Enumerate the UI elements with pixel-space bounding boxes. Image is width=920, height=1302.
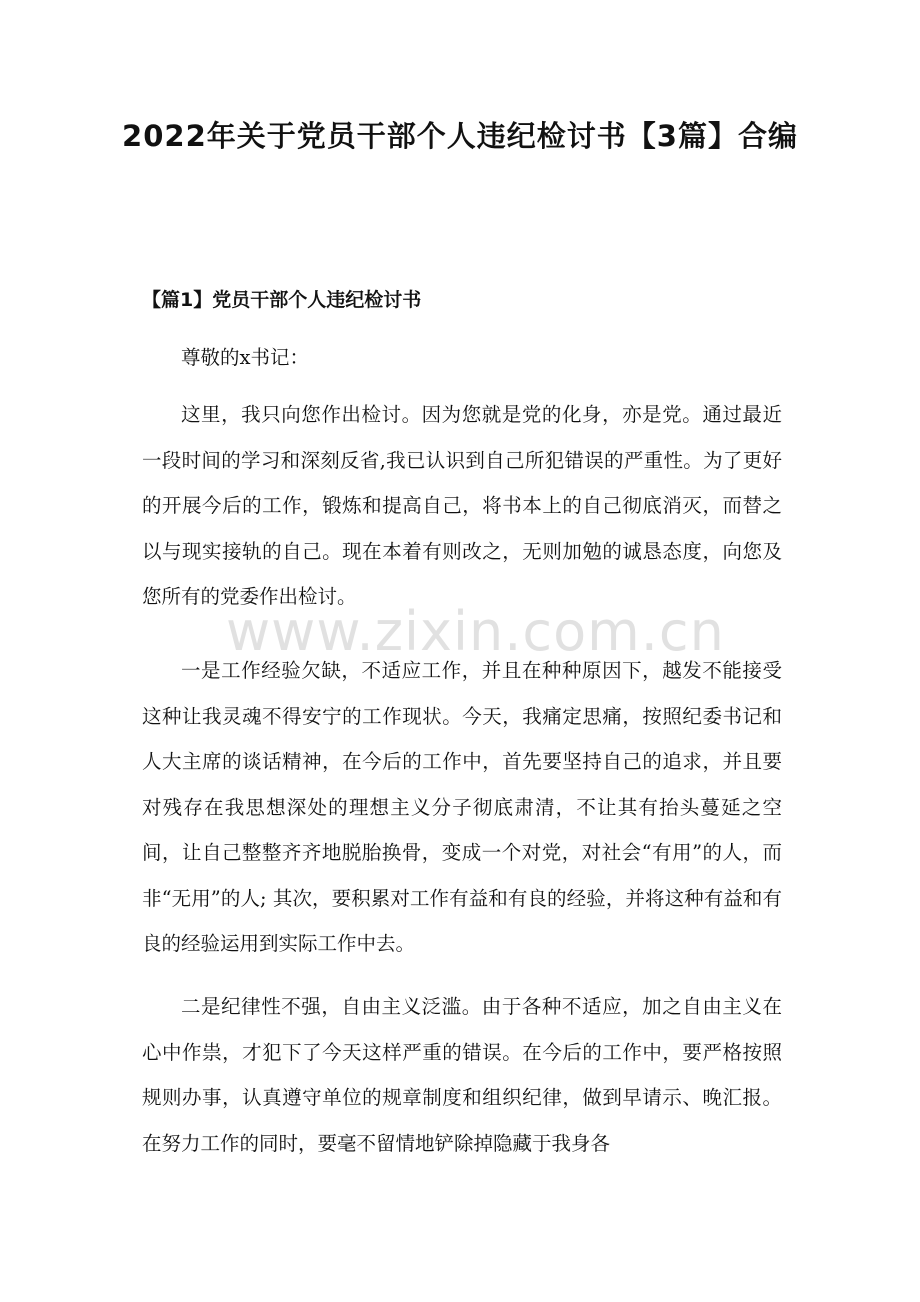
section-heading: 【篇1】党员干部个人违纪检讨书 [142,289,422,311]
paragraph-3: 二是纪律性不强，自由主义泛滥。由于各种不适应，加之自由主义在心中作祟，才犯下了今天这样严重的错误。在今后的工作中，要严格按照规则办事，认真遵守单位的规章制度和组织纪律，做到早请示、晚汇报。在努力工作的同时，要毫不留情地铲除掉隐藏于我身各 [142,995,782,1155]
paragraph-1: 这里，我只向您作出检讨。因为您就是党的化身，亦是党。通过最近一段时间的学习和深刻反省,我已认识到自己所犯错误的严重性。为了更好的开展今后的工作，锻炼和提高自己，将书本上的自己彻底消灭，而替之以与现实接轨的自己。现在本着有则改之，无则加勉的诚恳态度，向您及您所有的党委作出检讨。 [142,403,782,608]
document-title: 2022年关于党员干部个人违纪检讨书【3篇】合编 [122,119,798,153]
salutation: 尊敬的x书记： [181,346,309,369]
paragraph-2: 一是工作经验欠缺，不适应工作，并且在种种原因下，越发不能接受这种让我灵魂不得安宁的工作现状。今天，我痛定思痛，按照纪委书记和人大主席的谈话精神，在今后的工作中，首先要坚持自己的追求，并且要对残存在我思想深处的理想主义分子彻底肃清，不让其有抬头蔓延之空间，让自己整整齐齐地脱胎换骨，变成一个对党，对社会“有用”的人，而非“无用”的人; 其次，要积累对工作有益和有良的经验，并将这种有益和有良的经验运用到实际工作中去。 [142,659,782,955]
watermark: www.zixin.com.cn [226,600,725,663]
